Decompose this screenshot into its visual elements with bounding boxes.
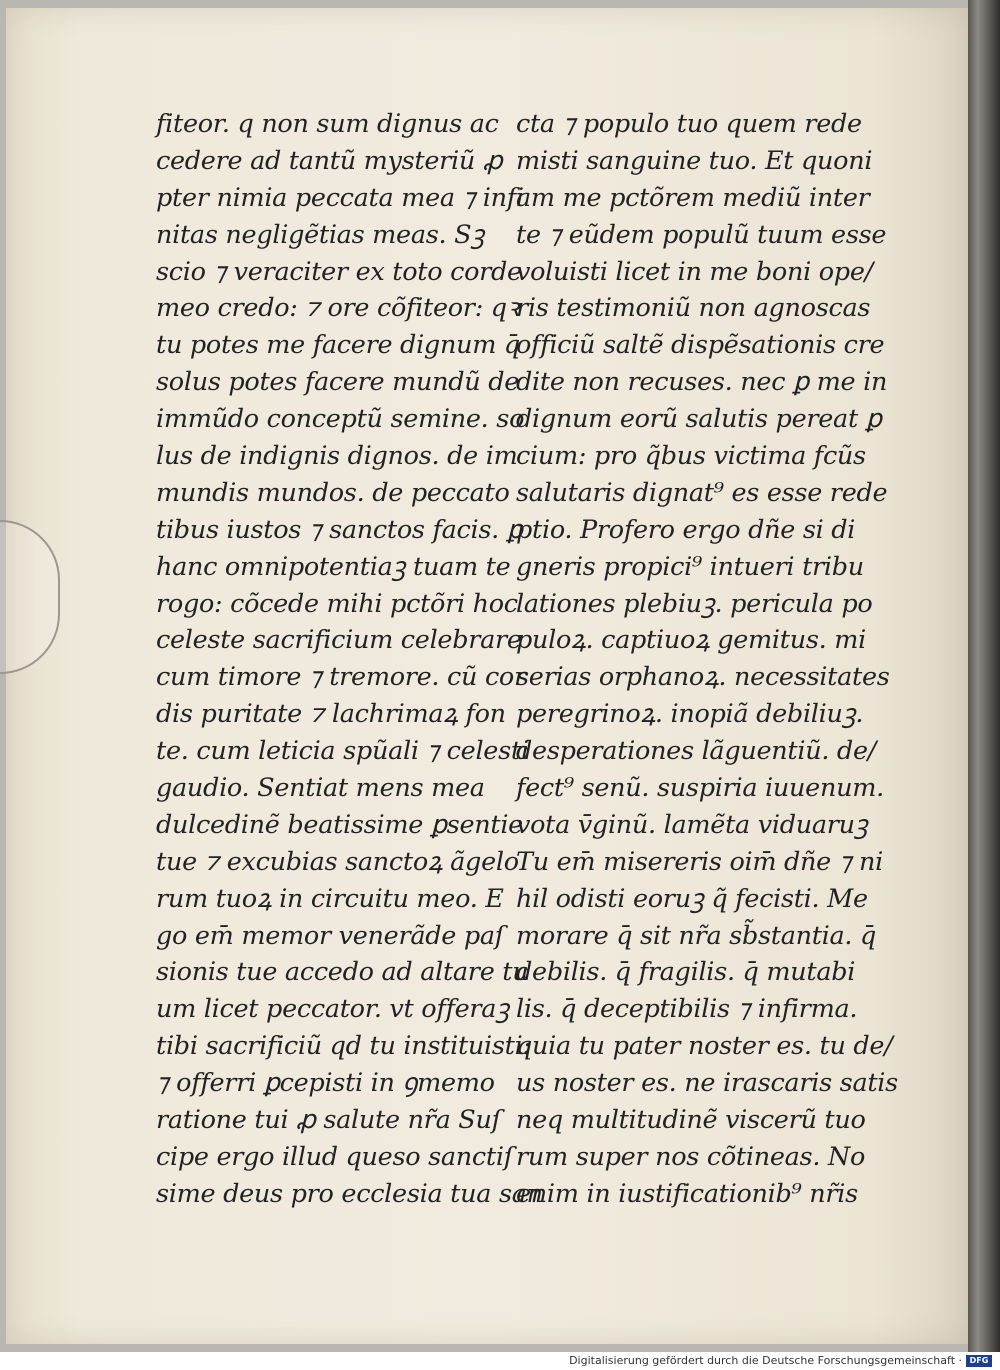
text-line: salutaris dignat⁹ es esse rede [516,477,888,508]
text-line: pter nimia peccata mea ⁊ infi [156,182,524,213]
text-line: lus de indignis dignos. de im [156,441,518,472]
text-line: vota v̄ginũ. lamẽta viduaruꝫ [516,809,868,840]
text-line: officiũ saltẽ dispẽsationis cre [516,330,885,361]
text-line: Tu em̄ misereris oim̄ dñe ⁊ ni [516,846,883,877]
text-line: us noster es. ne irascaris satis [516,1068,898,1099]
text-line: dignum eorũ salutis pereat ꝑ [516,404,882,435]
text-line: neq multitudinẽ viscerũ tuo [516,1105,866,1136]
text-line: cipe ergo illud queso sanctiſ [156,1141,513,1172]
text-line: cum timore ⁊ tremore. cũ cor [156,662,526,693]
text-line: tue ⁊ excubias sanctoꝝ ãgelo [156,846,519,877]
text-line: rum super nos cõtineas. No [516,1141,866,1172]
left-text-column [156,106,543,1213]
text-line: te. cum leticia spũali ⁊ celesti [156,736,529,767]
text-line: lationes plebiuꝫ. pericula po [516,588,873,619]
text-line: cta ⁊ populo tuo quem rede [516,109,862,139]
text-line: fiteor. q non sum dignus ac [156,109,499,139]
text-line: lis. q̄ deceptibilis ⁊ infirma. [516,994,858,1025]
book-page [6,8,969,1344]
text-line: tibi sacrificiũ qd tu instituisti: [156,1031,531,1062]
text-line: dulcedinẽ beatissime ꝑsentie [156,809,523,840]
text-line: ⁊ offerri ꝑcepisti in ꝯmemo [156,1068,495,1099]
text-line: te ⁊ eũdem populũ tuum esse [516,219,887,250]
text-line: tibus iustos ⁊ sanctos facis. ꝑ [156,514,523,545]
text-line: morare q̄ sit nr̃a sb̃stantia. q̄ [516,920,877,951]
text-line: misti sanguine tuo. Et quoni [516,145,873,176]
text-line: gaudio. Sentiat mens mea [156,773,485,804]
text-line: hil odisti eoruꝫ q̃ fecisti. Me [516,883,868,914]
text-line: hanc omnipotentiaꝫ tuam te [156,551,511,582]
text-line: serias orphanoꝝ. necessitates [516,662,890,693]
text-line: go em̄ memor venerãde paſ [156,920,504,951]
text-line: tu potes me facere dignum q̄ [156,330,520,361]
text-line: peregrinoꝝ. inopiã debiliuꝫ. [516,699,864,730]
text-line: dis puritate ⁊ lachrimaꝝ fon [156,699,506,730]
text-line: gneris propici⁹ intueri tribu [516,551,864,582]
text-line: cedere ad tantũ mysteriũ ꝓ [156,145,503,176]
text-line: solus potes facere mundũ de [156,367,520,398]
text-line: am me pctõrem mediũ inter [516,182,870,213]
book-fore-edge [968,0,1000,1352]
text-line: ris testimoniũ non agnoscas [516,293,871,324]
text-line: quia tu pater noster es. tu de/ [516,1031,893,1062]
text-line: ratione tui ꝓ salute nr̃a Suſ [156,1105,501,1136]
dfg-logo: DFG [966,1355,992,1367]
text-line: fect⁹ senũ. suspiria iuuenum. [516,773,884,804]
text-line: enim in iustificationib⁹ nr̃is [516,1178,858,1209]
text-line: mundis mundos. de peccato [156,477,510,508]
text-line: rogo: cõcede mihi pctõri hoc [156,588,518,619]
text-line: sime deus pro ecclesia tua san [156,1178,543,1209]
text-line: scio ⁊ veraciter ex toto corde [156,256,522,287]
text-line: voluisti licet in me boni ope/ [516,256,873,287]
text-line: debilis. q̄ fragilis. q̄ mutabi [516,957,856,988]
text-line: meo credo: ⁊ ore cõfiteor: qꝛ [156,293,519,324]
text-line: dite non recuses. nec ꝑ me in [516,367,888,398]
right-text-column [516,106,898,1213]
text-line: rum tuoꝝ in circuitu meo. E [156,883,504,914]
text-line: desperationes lãguentiũ. de/ [516,736,877,767]
text-line: celeste sacrificium celebrare [156,625,522,656]
text-line: um licet peccator. vt offeraꝫ [156,994,509,1025]
text-line: sionis tue accedo ad altare tu [156,957,529,988]
text-line: ptio. Profero ergo dñe si di [516,514,856,545]
text-line: immũdo conceptũ semine. so [156,404,525,435]
digitization-credit: Digitalisierung gefördert durch die Deutsche Forschungsgemeinschaft · [569,1354,962,1367]
text-line: cium: pro q̃bus victima fcũs [516,441,866,472]
text-line: nitas negligẽtias meas. Sꝫ [156,219,485,250]
text-line: puloꝝ. captiuoꝝ gemitus. mi [516,625,866,656]
